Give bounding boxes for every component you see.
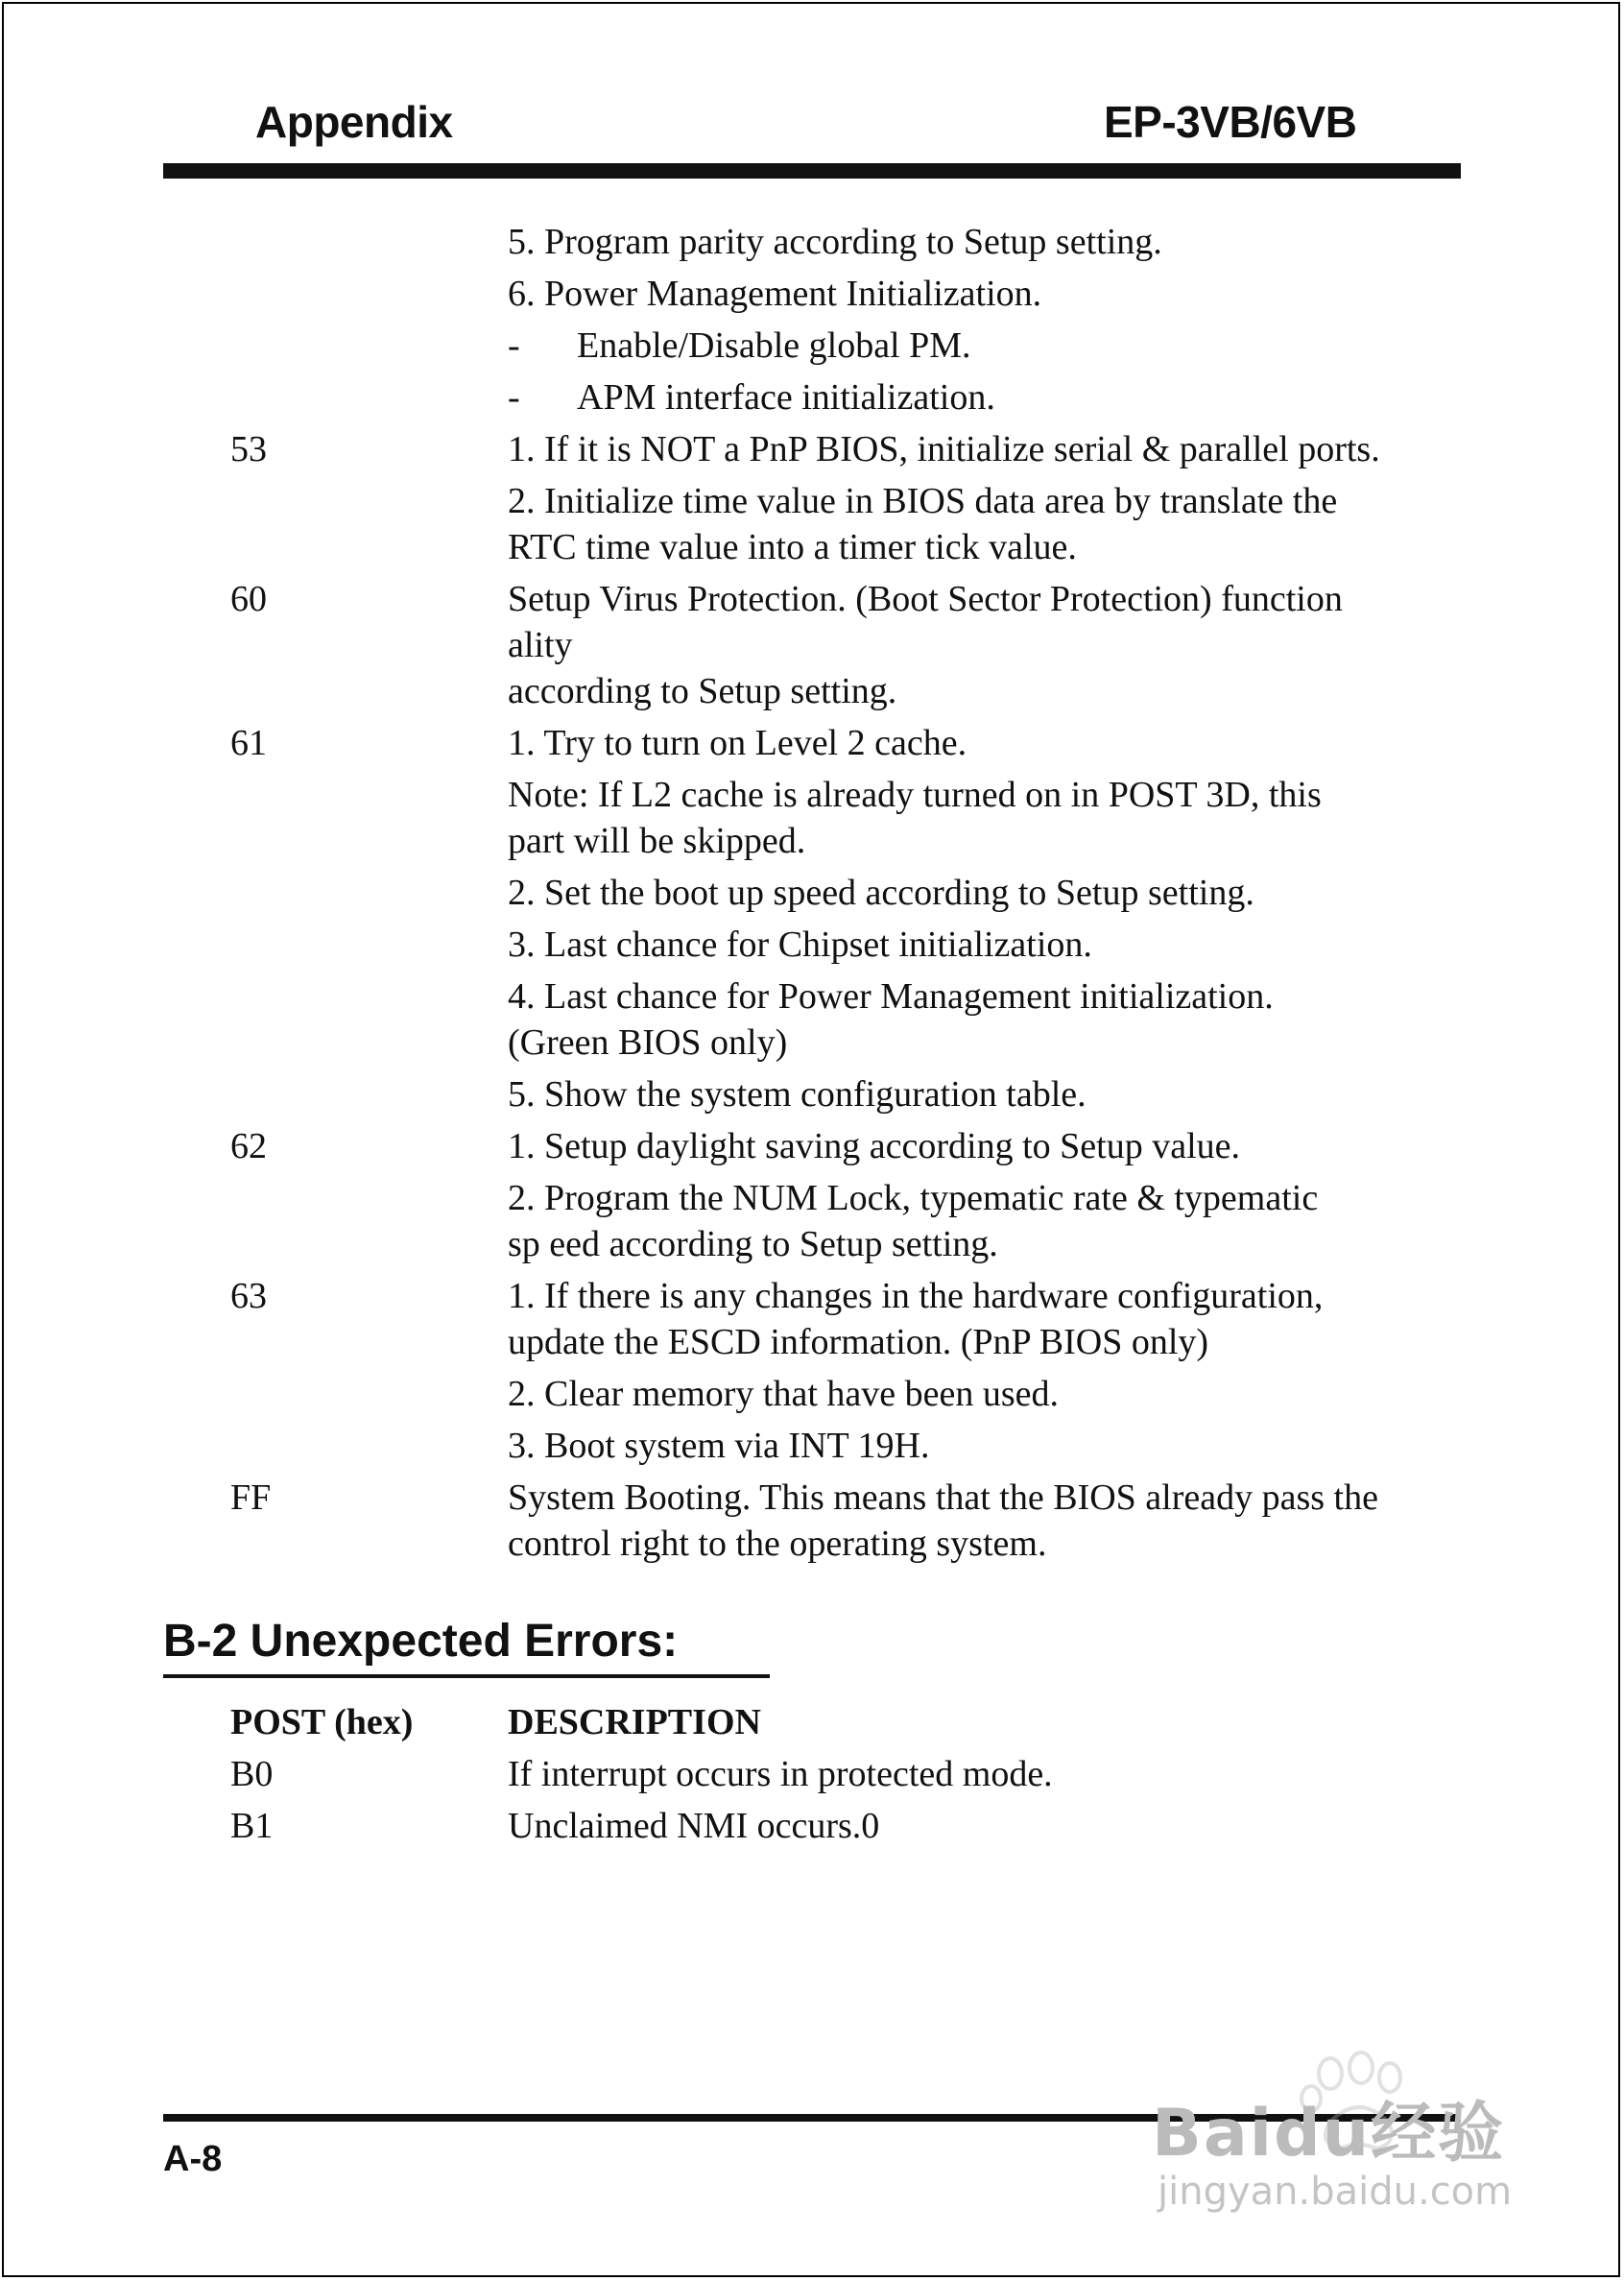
column-header-description: DESCRIPTION	[508, 1702, 761, 1742]
description-line: 5. Show the system configuration table.	[508, 1074, 1087, 1115]
header-model-name: EP-3VB/6VB	[1104, 97, 1357, 147]
column-header-code: POST (hex)	[230, 1702, 414, 1742]
description-line: according to Setup setting.	[508, 671, 897, 711]
bullet-item	[508, 323, 1468, 369]
post-code: 60	[230, 579, 267, 619]
description-line: 6. Power Management Initialization.	[508, 274, 1042, 314]
post-code: 62	[230, 1126, 267, 1166]
description-line: 2. Initialize time value in BIOS data area by translate the	[508, 481, 1338, 521]
description-line: RTC time value into a timer tick value.	[508, 527, 1077, 567]
error-code: B1	[230, 1806, 274, 1846]
description-line: 5. Program parity according to Setup setting.	[508, 222, 1162, 262]
description-line: update the ESCD information. (PnP BIOS only)	[508, 1322, 1209, 1362]
description-line: ality	[508, 625, 573, 665]
description-line: 4. Last chance for Power Management initialization.	[508, 976, 1274, 1017]
error-description: If interrupt occurs in protected mode.	[508, 1754, 1053, 1794]
bullet-item	[508, 374, 1468, 420]
description-line: 2. Set the boot up speed according to Setup setting.	[508, 873, 1254, 913]
watermark-url: jingyan.baidu.com	[1158, 2170, 1513, 2214]
section-heading: B-2 Unexpected Errors:	[163, 1616, 679, 1667]
post-code: 53	[230, 429, 267, 469]
description-line: 3. Boot system via INT 19H.	[508, 1426, 930, 1466]
description-line: 2. Clear memory that have been used.	[508, 1374, 1060, 1414]
post-code: 61	[230, 723, 267, 763]
bullet-dash: -	[508, 377, 520, 418]
post-code: 63	[230, 1276, 267, 1316]
description-line: 1. Setup daylight saving according to Setup value.	[508, 1126, 1241, 1166]
description-line: 3. Last chance for Chipset initialization.	[508, 924, 1092, 965]
bullet-text: APM interface initialization.	[577, 377, 995, 418]
description-line: 2. Program the NUM Lock, typematic rate & typematic	[508, 1178, 1319, 1218]
error-code: B0	[230, 1754, 274, 1794]
bullet-text: Enable/Disable global PM.	[577, 325, 971, 366]
watermark-brand: Baidu经验	[1152, 2096, 1506, 2172]
description-line: part will be skipped.	[508, 821, 806, 861]
description-line: control right to the operating system.	[508, 1524, 1047, 1564]
section-heading-rule	[163, 1674, 770, 1678]
description-line: (Green BIOS only)	[508, 1022, 788, 1063]
description-line: 1. If it is NOT a PnP BIOS, initialize serial & parallel ports.	[508, 429, 1380, 469]
page-number: A-8	[163, 2139, 223, 2179]
post-code: FF	[230, 1477, 272, 1518]
description-line: sp eed according to Setup setting.	[508, 1224, 998, 1264]
description-line: Note: If L2 cache is already turned on in POST 3D, this	[508, 775, 1322, 815]
description-line: Setup Virus Protection. (Boot Sector Protection) function	[508, 579, 1343, 619]
header-section-title: Appendix	[255, 97, 453, 147]
header-rule	[163, 163, 1461, 179]
description-line: System Booting. This means that the BIOS already pass the	[508, 1477, 1378, 1518]
error-description: Unclaimed NMI occurs.0	[508, 1806, 880, 1846]
bullet-dash: -	[508, 325, 520, 366]
description-line: 1. Try to turn on Level 2 cache.	[508, 723, 967, 763]
description-line: 1. If there is any changes in the hardware configuration,	[508, 1276, 1324, 1316]
